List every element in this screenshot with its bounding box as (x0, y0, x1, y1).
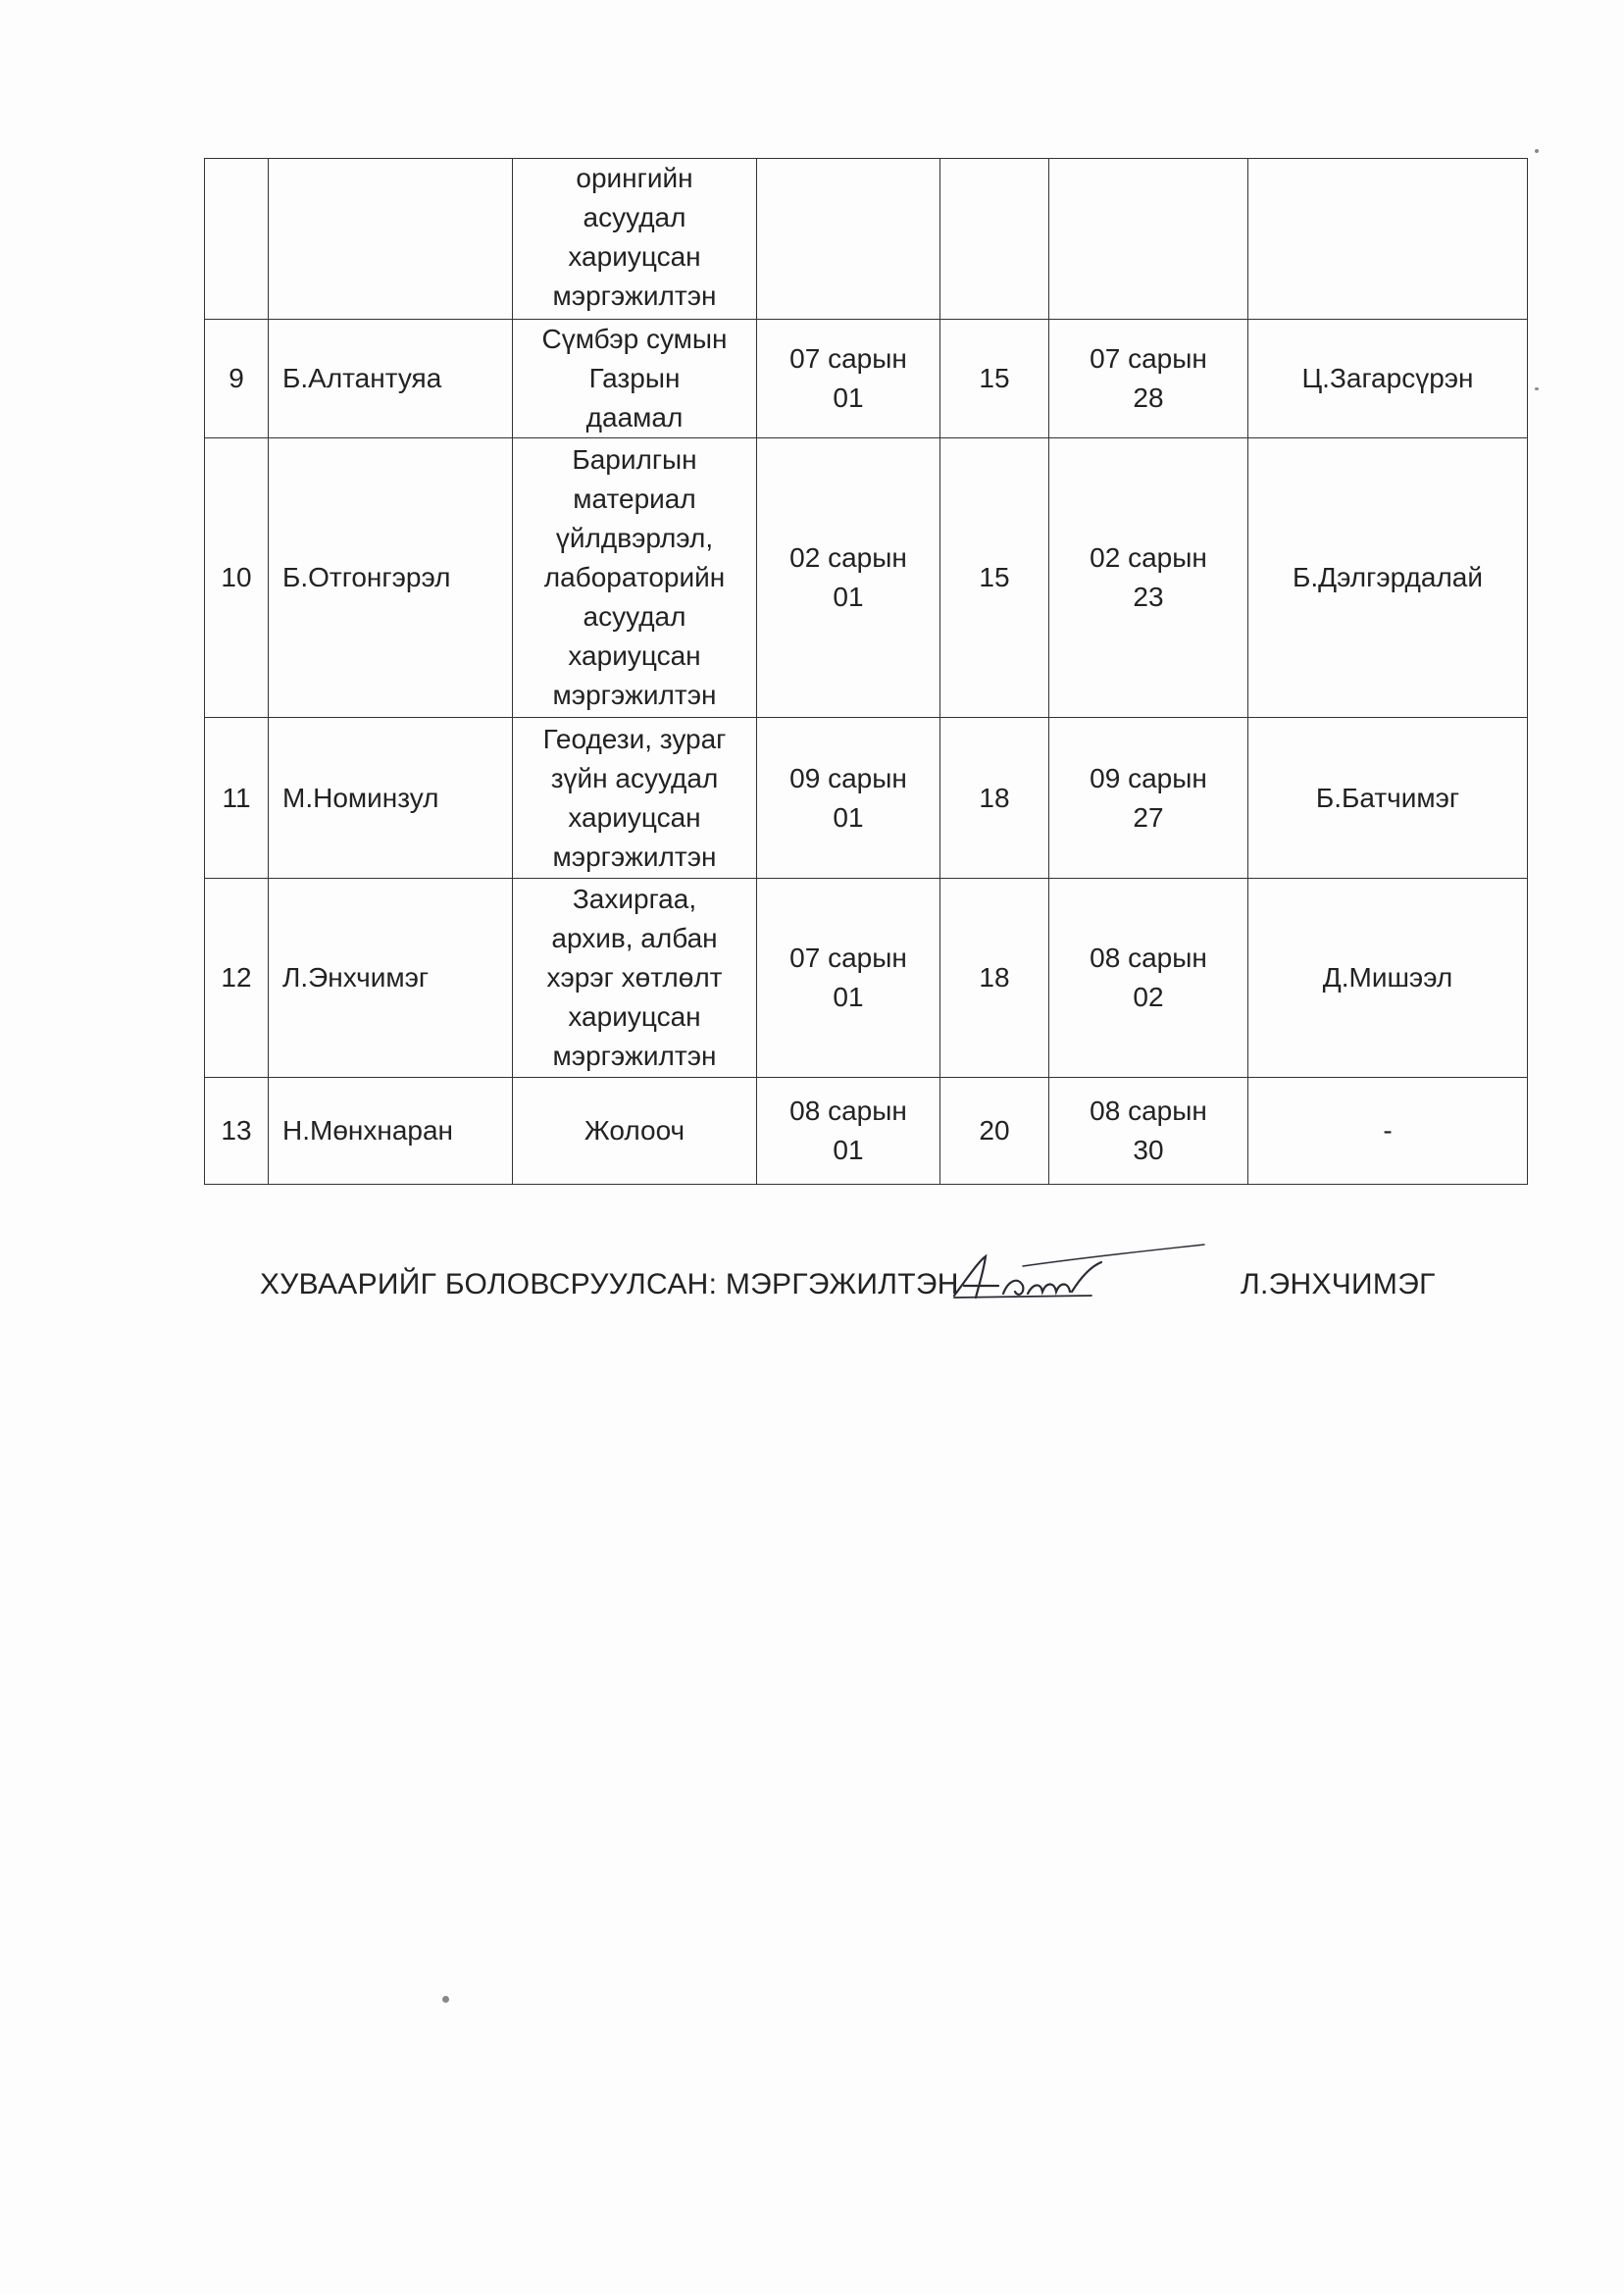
prepared-by-label: ХУВААРИЙГ БОЛОВСРУУЛСАН: МЭРГЭЖИЛТЭН (260, 1268, 959, 1300)
vacation-schedule-table (204, 158, 1528, 1185)
cell-start (757, 879, 940, 1078)
position-text: Захиргаа, архив, албан хэрэг хөтлөлт хариуцсан мэргэжилтэн (546, 884, 723, 1071)
table-row (205, 438, 1528, 718)
cell-position (513, 438, 757, 718)
cell-end (1049, 879, 1248, 1078)
position-text: Жолооч (584, 1115, 685, 1146)
cell-name: Б.Алтантуяа (269, 320, 513, 438)
cell-start (757, 1078, 940, 1185)
cell-days: 15 (940, 438, 1049, 718)
cell-number: 9 (205, 320, 269, 438)
start-date-text: 08 сарын 01 (789, 1096, 907, 1165)
start-date-text: 07 сарын 01 (789, 343, 907, 413)
prepared-by-footer (260, 1268, 1486, 1317)
position-text: Барилгын материал үйлдвэрлэл, лабораторийн асуудал хариуцсан мэргэжилтэн (543, 444, 726, 710)
scan-speck (442, 1996, 449, 2003)
table-row (205, 1078, 1528, 1185)
end-date-text: 08 сарын 30 (1090, 1096, 1207, 1165)
end-date-text: 07 сарын 28 (1090, 343, 1207, 413)
start-date-text: 07 сарын 01 (789, 943, 907, 1012)
cell-days: 20 (940, 1078, 1049, 1185)
scan-speck (1535, 149, 1539, 153)
end-date-text: 02 сарын 23 (1090, 542, 1207, 612)
cell-substitute: Д.Мишээл (1248, 879, 1528, 1078)
cell-position (513, 718, 757, 879)
cell-position (513, 159, 757, 320)
cell-substitute: Б.Дэлгэрдалай (1248, 438, 1528, 718)
position-text: Сүмбэр сумын Газрын даамал (541, 324, 728, 433)
cell-end (1049, 1078, 1248, 1185)
cell-number (205, 159, 269, 320)
signer-name: Л.ЭНХЧИМЭГ (1241, 1268, 1436, 1300)
cell-days (940, 159, 1049, 320)
table-row-continuation (205, 159, 1528, 320)
start-date-text: 02 сарын 01 (789, 542, 907, 612)
cell-end (1049, 718, 1248, 879)
table-row (205, 879, 1528, 1078)
cell-substitute: Б.Батчимэг (1248, 718, 1528, 879)
start-date-text: 09 сарын 01 (789, 762, 907, 833)
cell-position (513, 1078, 757, 1185)
cell-substitute (1248, 159, 1528, 320)
table-row (205, 718, 1528, 879)
cell-name (269, 159, 513, 320)
cell-days: 18 (940, 718, 1049, 879)
cell-substitute: - (1248, 1078, 1528, 1185)
cell-name: Л.Энхчимэг (269, 879, 513, 1078)
cell-number: 12 (205, 879, 269, 1078)
cell-name: Н.Мөнхнаран (269, 1078, 513, 1185)
end-date-text: 08 сарын 02 (1090, 943, 1207, 1012)
cell-number: 11 (205, 718, 269, 879)
cell-days: 18 (940, 879, 1049, 1078)
end-date-text: 09 сарын 27 (1090, 762, 1207, 833)
cell-days: 15 (940, 320, 1049, 438)
cell-position (513, 879, 757, 1078)
cell-number: 13 (205, 1078, 269, 1185)
cell-name: М.Номинзул (269, 718, 513, 879)
position-text: Геодези, зураг зүйн асуудал хариуцсан мэргэжилтэн (542, 723, 727, 872)
scan-speck (1535, 387, 1539, 390)
cell-start (757, 718, 940, 879)
cell-start (757, 438, 940, 718)
cell-end (1049, 159, 1248, 320)
cell-substitute: Ц.Загарсүрэн (1248, 320, 1528, 438)
cell-end (1049, 438, 1248, 718)
cell-number: 10 (205, 438, 269, 718)
cell-name: Б.Отгонгэрэл (269, 438, 513, 718)
cell-position (513, 320, 757, 438)
position-text: орингийн асуудал хариуцсан мэргэжилтэн (552, 163, 717, 311)
table-row (205, 320, 1528, 438)
cell-start (757, 320, 940, 438)
cell-end (1049, 320, 1248, 438)
cell-start (757, 159, 940, 320)
